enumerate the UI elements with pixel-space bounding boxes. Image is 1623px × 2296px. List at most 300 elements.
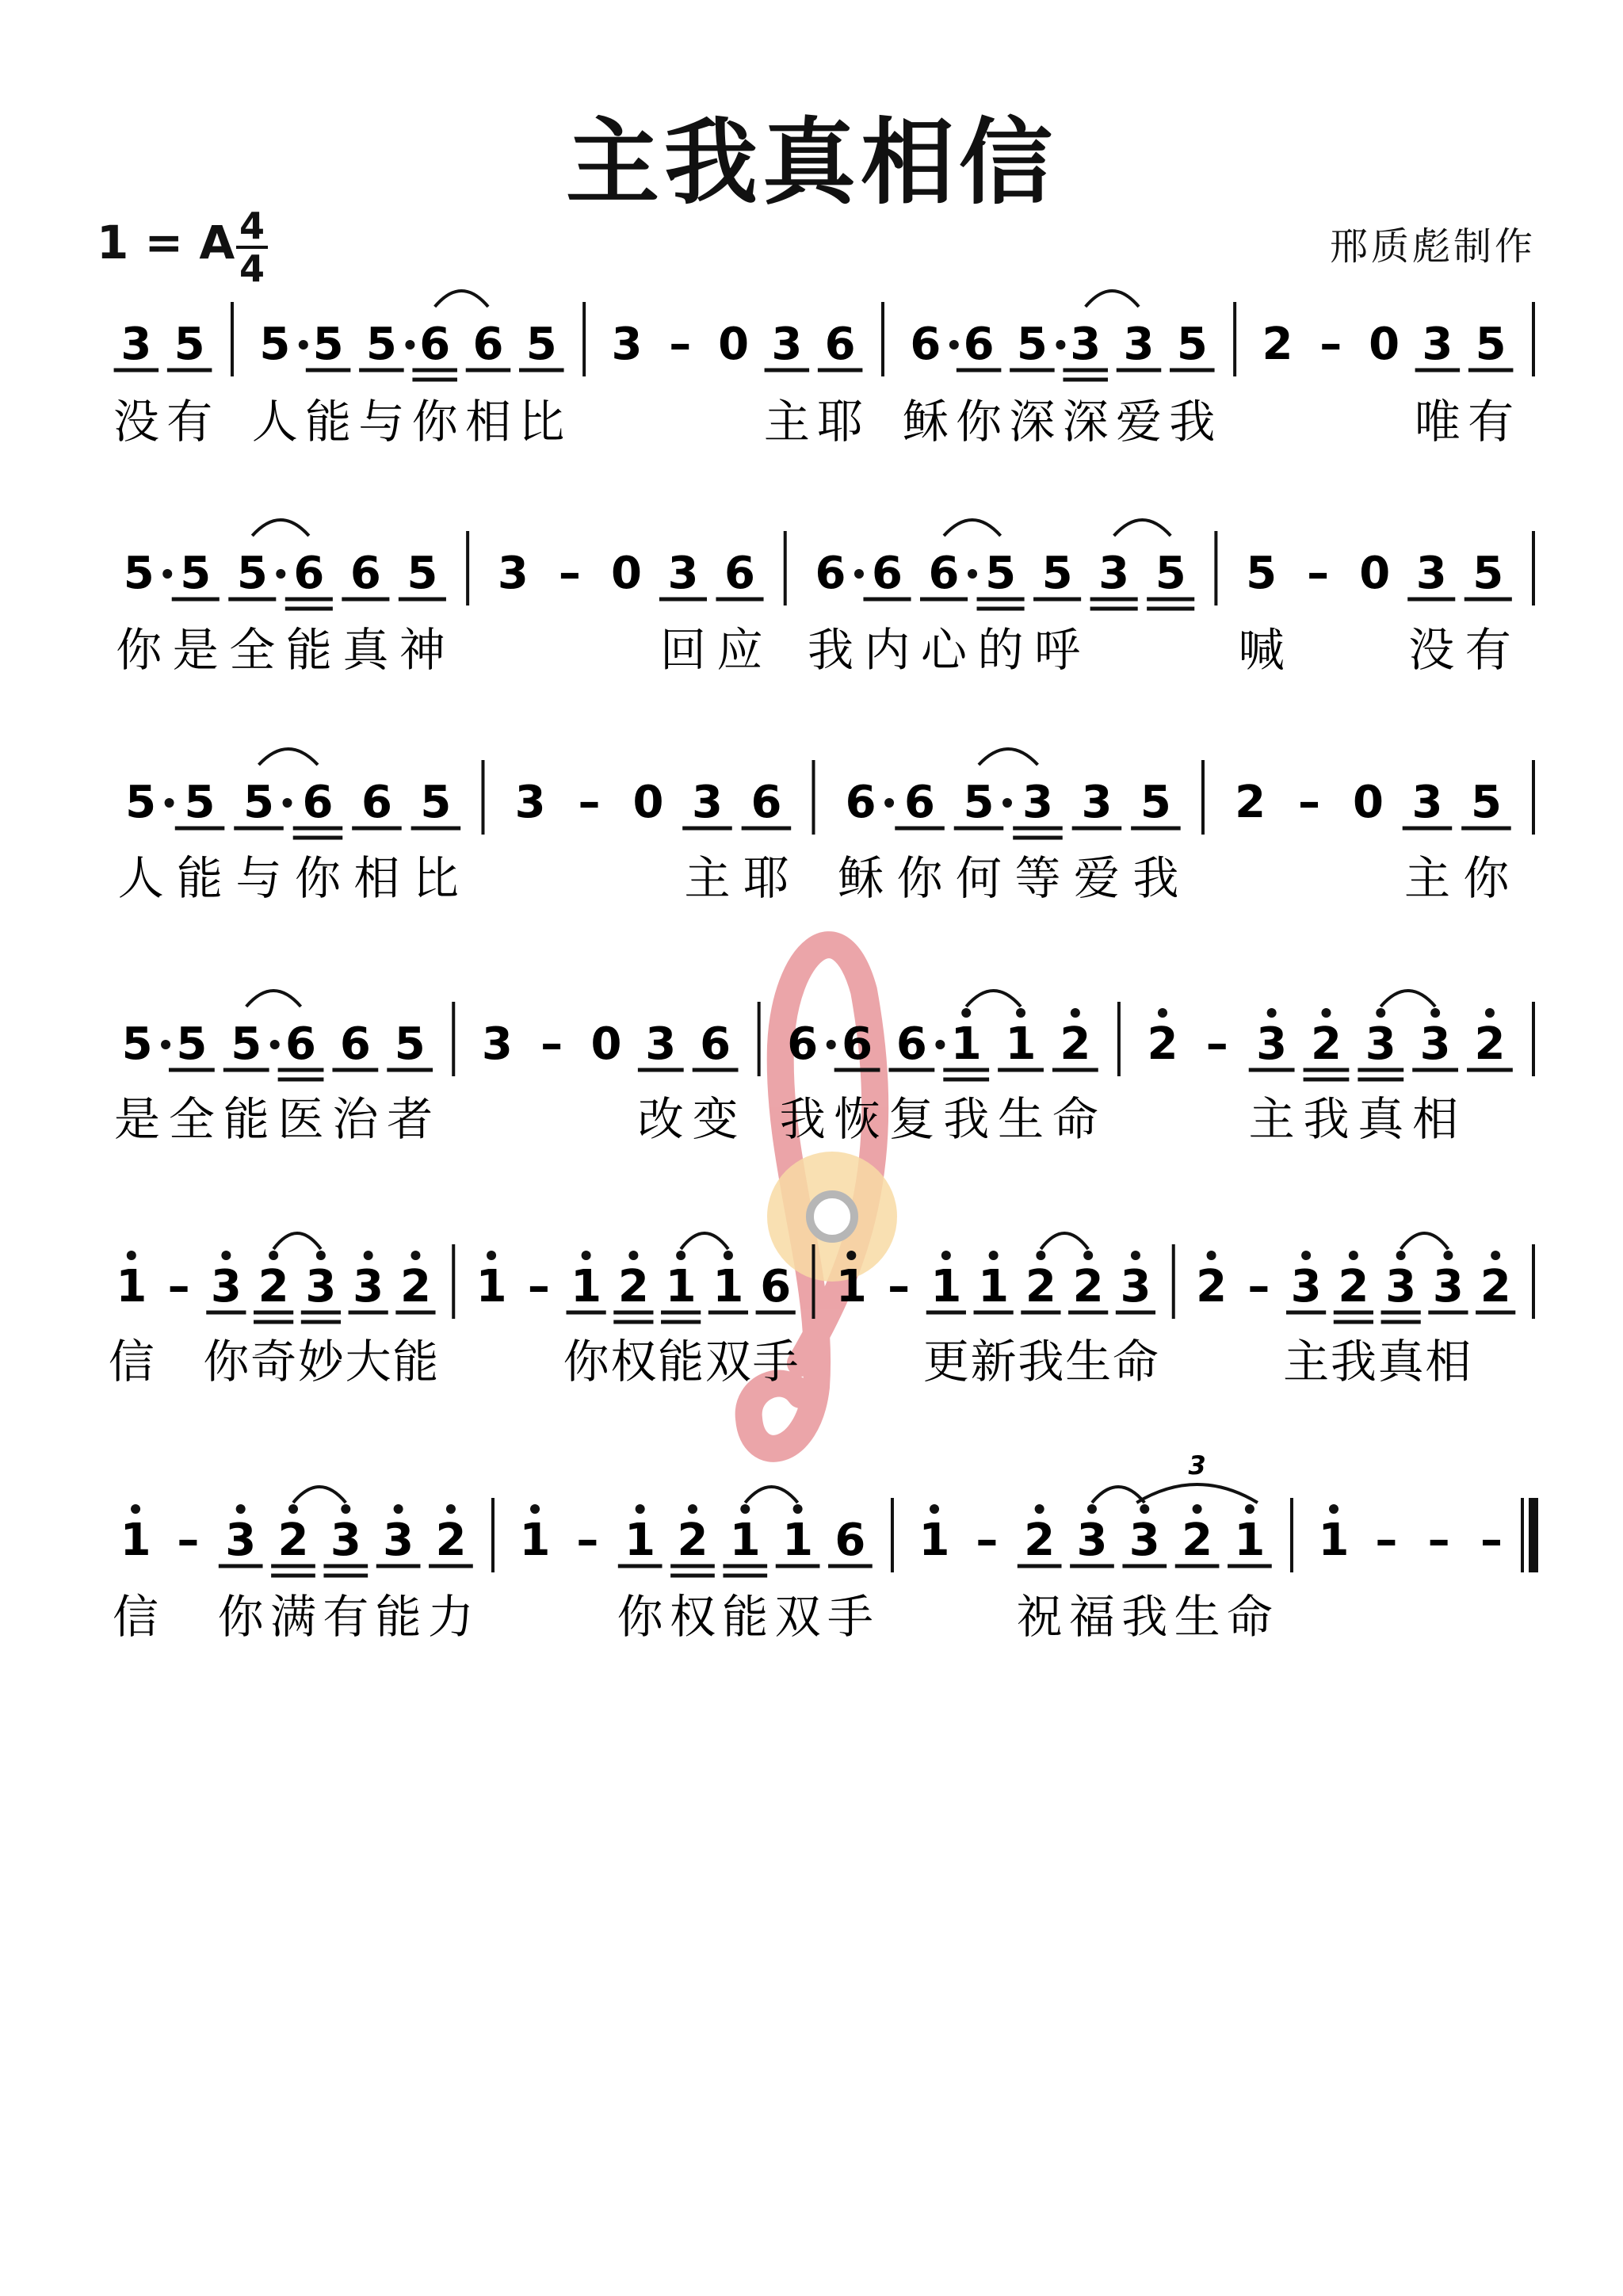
- note-digit: 5: [236, 548, 268, 599]
- augmentation-dot: [283, 798, 292, 808]
- dash-mark: –: [976, 1515, 999, 1566]
- note-digit: 3: [330, 1515, 361, 1566]
- lyric-char: 应: [716, 623, 763, 677]
- lyric-char: 我: [1330, 1335, 1377, 1389]
- note-digit: 6: [824, 319, 856, 370]
- note-digit: 1: [120, 1515, 151, 1566]
- lyric-char: 生: [1065, 1335, 1112, 1389]
- lyric-char: 满: [269, 1590, 317, 1644]
- octave-dot: [688, 1504, 697, 1514]
- dash-mark: –: [540, 1018, 563, 1070]
- slur-arc: [1381, 991, 1435, 1007]
- note-digit: 5: [1246, 548, 1277, 599]
- lyric-char: 你: [411, 395, 458, 449]
- octave-dot: [1329, 1504, 1338, 1514]
- note-digit: 1: [782, 1515, 814, 1566]
- note-digit: 3: [611, 319, 643, 370]
- measure: [808, 548, 1194, 677]
- lyric-char: 是: [114, 1092, 161, 1146]
- slur-arc: [1086, 291, 1139, 307]
- credit-text: 邢质彪制作: [1329, 224, 1536, 269]
- note-digit: 5: [1041, 548, 1073, 599]
- key-label: 1 = A: [97, 216, 235, 269]
- dash-mark: –: [1307, 548, 1330, 599]
- lyric-char: 更: [922, 1335, 969, 1389]
- octave-dot: [1396, 1251, 1406, 1260]
- dash-mark: –: [527, 1261, 550, 1312]
- lyric-char: 手: [827, 1590, 873, 1644]
- lyric-char: 主: [684, 851, 731, 905]
- octave-dot: [676, 1251, 685, 1260]
- note-digit: 3: [667, 548, 699, 599]
- note-digit: 6: [760, 1261, 792, 1312]
- lyric-char: 祝: [1016, 1590, 1063, 1644]
- lyric-char: 恢: [834, 1092, 880, 1146]
- lyric-char: 人: [251, 395, 298, 449]
- lyric-char: 你: [956, 395, 1002, 449]
- lyric-char: 生: [998, 1092, 1044, 1146]
- lyric-char: 能: [305, 395, 352, 449]
- note-digit: 1: [950, 1018, 982, 1070]
- octave-dot: [1321, 1008, 1331, 1018]
- octave-dot: [1485, 1008, 1495, 1018]
- octave-dot: [131, 1504, 140, 1514]
- octave-dot: [1035, 1504, 1044, 1514]
- note-digit: 2: [617, 1261, 649, 1312]
- note-digit: 5: [174, 319, 205, 370]
- lyric-char: 内: [864, 623, 911, 677]
- augmentation-dot: [884, 798, 894, 808]
- note-digit: 3: [1070, 319, 1102, 370]
- augmentation-dot: [276, 569, 285, 579]
- note-digit: 3: [1076, 1515, 1108, 1566]
- measure: [836, 1251, 1159, 1389]
- lyric-char: 双: [705, 1335, 751, 1389]
- dash-mark: –: [558, 548, 581, 599]
- octave-dot: [724, 1251, 733, 1260]
- octave-dot: [1301, 1251, 1311, 1260]
- octave-dot: [487, 1251, 496, 1260]
- lyric-char: 相: [1425, 1335, 1472, 1389]
- lyric-char: 你: [203, 1335, 250, 1389]
- note-digit: 3: [383, 1515, 414, 1566]
- lyric-char: 能: [223, 1092, 269, 1146]
- slur-arc: [246, 991, 301, 1007]
- augmentation-dot: [827, 1040, 836, 1049]
- measure: [1239, 548, 1512, 677]
- note-digit: 5: [420, 777, 452, 828]
- note-digit: 0: [1369, 319, 1400, 370]
- note-digit: 2: [258, 1261, 289, 1312]
- note-digit: 1: [835, 1261, 867, 1312]
- lyric-char: 复: [888, 1092, 935, 1146]
- lyric-char: 真: [342, 623, 389, 677]
- note-digit: 6: [724, 548, 755, 599]
- note-digit: 3: [225, 1515, 257, 1566]
- octave-dot: [1376, 1008, 1385, 1018]
- lyric-char: 能: [177, 851, 223, 905]
- lyric-char: 稣: [838, 851, 884, 905]
- measure: [114, 1018, 433, 1146]
- note-digit: 3: [1256, 1018, 1288, 1070]
- note-digit: 3: [771, 319, 803, 370]
- octave-dot: [1016, 1008, 1025, 1018]
- note-digit: 6: [419, 319, 451, 370]
- lyric-char: 人: [117, 851, 164, 905]
- lyric-char: 命: [1226, 1590, 1273, 1644]
- lyric-char: 神: [399, 623, 445, 677]
- note-digit: 6: [285, 1018, 317, 1070]
- note-digit: 1: [978, 1261, 1010, 1312]
- note-digit: 0: [590, 1018, 622, 1070]
- note-digit: 5: [407, 548, 438, 599]
- octave-dot: [1036, 1251, 1045, 1260]
- augmentation-dot: [165, 798, 174, 808]
- lyric-char: 力: [427, 1590, 474, 1644]
- note-digit: 6: [750, 777, 782, 828]
- dash-mark: –: [888, 1261, 911, 1312]
- lyric-char: 与: [235, 851, 282, 905]
- lyric-char: 医: [277, 1092, 324, 1146]
- note-digit: 1: [571, 1261, 602, 1312]
- disc-hole-icon: [810, 1194, 854, 1239]
- note-digit: 0: [1353, 777, 1384, 828]
- octave-dot: [989, 1251, 999, 1260]
- music-system: [113, 1450, 1533, 1644]
- note-digit: 3: [514, 777, 546, 828]
- note-digit: 2: [1060, 1018, 1091, 1070]
- lyric-char: 唯: [1414, 395, 1461, 449]
- slur-arc: [273, 1233, 321, 1249]
- note-digit: 5: [121, 1018, 153, 1070]
- measure: [903, 319, 1215, 449]
- slur-arc: [745, 1487, 797, 1503]
- slur-arc: [966, 991, 1021, 1007]
- note-digit: 3: [1128, 1515, 1160, 1566]
- note-digit: 1: [1005, 1018, 1037, 1070]
- dash-mark: –: [1298, 777, 1321, 828]
- augmentation-dot: [405, 340, 414, 350]
- octave-dot: [1267, 1008, 1277, 1018]
- lyric-char: 福: [1068, 1590, 1115, 1644]
- note-digit: 3: [1419, 1018, 1451, 1070]
- lyric-char: 何: [956, 851, 1002, 905]
- note-digit: 2: [1196, 1261, 1228, 1312]
- note-digit: 3: [1422, 319, 1453, 370]
- music-system: [114, 991, 1533, 1146]
- lyric-char: 你: [116, 623, 162, 677]
- dash-mark: –: [1480, 1515, 1503, 1566]
- octave-dot: [364, 1251, 373, 1260]
- augmentation-dot: [299, 340, 308, 350]
- note-digit: 6: [910, 319, 941, 370]
- note-digit: 2: [1147, 1018, 1178, 1070]
- note-digit: 5: [1472, 548, 1504, 599]
- slur-arc: [1401, 1233, 1449, 1249]
- octave-dot: [1071, 1008, 1080, 1018]
- lyric-char: 信: [108, 1335, 155, 1389]
- augmentation-dot: [1002, 798, 1012, 808]
- octave-dot: [1349, 1251, 1358, 1260]
- page-title: 主我真相信: [565, 107, 1057, 217]
- note-digit: 5: [1016, 319, 1048, 370]
- note-digit: 1: [712, 1261, 744, 1312]
- note-digit: 3: [691, 777, 723, 828]
- time-signature-bottom: 4: [239, 247, 265, 290]
- note-digit: 3: [1365, 1018, 1396, 1070]
- note-digit: 5: [525, 319, 557, 370]
- lyric-char: 能: [392, 1335, 439, 1389]
- note-digit: 5: [963, 777, 995, 828]
- lyric-char: 主: [1248, 1092, 1295, 1146]
- dash-mark: –: [1427, 1515, 1450, 1566]
- measure: [113, 1504, 474, 1644]
- note-digit: 6: [349, 548, 381, 599]
- measure: [919, 1504, 1273, 1644]
- lyric-char: 没: [113, 395, 159, 449]
- lyric-char: 双: [774, 1590, 821, 1644]
- measure: [515, 777, 792, 905]
- note-digit: 3: [353, 1261, 384, 1312]
- lyric-char: 主: [1283, 1335, 1330, 1389]
- lyric-char: 我: [807, 623, 854, 677]
- note-digit: 1: [116, 1261, 147, 1312]
- lyric-char: 耶: [817, 395, 864, 449]
- lyric-char: 有: [1465, 623, 1511, 677]
- note-digit: 2: [1072, 1261, 1104, 1312]
- octave-dot: [1083, 1251, 1093, 1260]
- note-digit: 3: [1022, 777, 1053, 828]
- lyric-char: 爱: [1115, 395, 1163, 449]
- note-digit: 1: [930, 1261, 962, 1312]
- lyric-char: 我: [1018, 1335, 1064, 1389]
- octave-dot: [1245, 1504, 1254, 1514]
- lyric-char: 你: [617, 1590, 663, 1644]
- lyric-char: 稣: [902, 395, 949, 449]
- lyric-char: 爱: [1073, 851, 1120, 905]
- octave-dot: [846, 1251, 856, 1260]
- lyric-char: 新: [970, 1335, 1017, 1389]
- note-digit: 3: [645, 1018, 677, 1070]
- note-digit: 5: [259, 319, 291, 370]
- note-digit: 3: [1123, 319, 1155, 370]
- measure: [1148, 1008, 1513, 1146]
- note-digit: 3: [1120, 1261, 1151, 1312]
- lyric-char: 变: [692, 1092, 739, 1146]
- note-digit: 6: [302, 777, 334, 828]
- lyric-char: 你: [217, 1590, 264, 1644]
- lyric-char: 全: [229, 623, 276, 677]
- note-digit: 5: [184, 777, 216, 828]
- slur-arc: [979, 749, 1037, 765]
- note-digit: 3: [1385, 1261, 1417, 1312]
- slur-arc: [681, 1233, 728, 1249]
- note-digit: 2: [277, 1515, 309, 1566]
- lyric-char: 者: [387, 1092, 433, 1146]
- note-digit: 5: [180, 548, 212, 599]
- lyric-char: 权: [669, 1590, 716, 1644]
- slur-arc: [1041, 1233, 1088, 1249]
- lyric-char: 妙: [297, 1335, 344, 1389]
- lyric-char: 有: [1468, 395, 1514, 449]
- lyric-char: 比: [412, 851, 459, 905]
- lyric-char: 命: [1052, 1092, 1098, 1146]
- dash-mark: –: [1247, 1261, 1270, 1312]
- note-digit: 6: [293, 548, 325, 599]
- measure: [109, 1251, 439, 1389]
- note-digit: 1: [665, 1261, 697, 1312]
- music-system: [113, 291, 1533, 449]
- octave-dot: [221, 1251, 231, 1260]
- note-digit: 3: [1415, 548, 1447, 599]
- note-digit: 1: [1234, 1515, 1266, 1566]
- note-digit: 6: [896, 1018, 927, 1070]
- lyric-char: 我: [1303, 1092, 1350, 1146]
- octave-dot: [236, 1504, 246, 1514]
- measure: [1235, 777, 1511, 905]
- measure: [1319, 1504, 1503, 1566]
- triplet-arc: [1136, 1484, 1258, 1503]
- octave-dot: [793, 1504, 803, 1514]
- augmentation-dot: [161, 1040, 170, 1049]
- note-digit: 2: [1025, 1261, 1056, 1312]
- lyric-char: 真: [1358, 1092, 1404, 1146]
- lyric-char: 真: [1377, 1335, 1424, 1389]
- octave-dot: [446, 1504, 456, 1514]
- note-digit: 6: [834, 1515, 866, 1566]
- lyric-char: 相: [464, 395, 512, 449]
- note-digit: 6: [787, 1018, 819, 1070]
- octave-dot: [394, 1504, 403, 1514]
- note-digit: 2: [1338, 1261, 1369, 1312]
- lyric-char: 有: [323, 1590, 369, 1644]
- note-digit: 6: [815, 548, 846, 599]
- octave-dot: [1087, 1504, 1097, 1514]
- dash-mark: –: [167, 1261, 190, 1312]
- note-digit: 6: [339, 1018, 371, 1070]
- lyric-char: 能: [375, 1590, 422, 1644]
- augmentation-dot: [1056, 340, 1065, 350]
- augmentation-dot: [270, 1040, 280, 1049]
- dash-mark: –: [1375, 1515, 1398, 1566]
- octave-dot: [636, 1504, 645, 1514]
- lyric-char: 是: [172, 623, 219, 677]
- note-digit: 3: [120, 319, 152, 370]
- augmentation-dot: [854, 569, 864, 579]
- note-digit: 2: [399, 1261, 431, 1312]
- lyric-char: 你: [294, 851, 341, 905]
- note-digit: 0: [610, 548, 642, 599]
- octave-dot: [1207, 1251, 1216, 1260]
- note-digit: 5: [1176, 319, 1208, 370]
- measure: [780, 1008, 1098, 1146]
- augmentation-dot: [935, 1040, 945, 1049]
- octave-dot: [582, 1251, 591, 1260]
- note-digit: 6: [963, 319, 995, 370]
- note-digit: 1: [475, 1261, 507, 1312]
- note-digit: 5: [123, 548, 155, 599]
- note-digit: 3: [305, 1261, 337, 1312]
- lyric-char: 相: [353, 851, 400, 905]
- note-digit: 5: [365, 319, 397, 370]
- note-digit: 5: [394, 1018, 426, 1070]
- note-digit: 2: [1235, 777, 1266, 828]
- dash-mark: –: [576, 1515, 599, 1566]
- lyric-char: 呼: [1034, 623, 1081, 677]
- lyric-char: 比: [518, 395, 565, 449]
- lyric-char: 能: [658, 1335, 705, 1389]
- time-signature-top: 4: [239, 204, 265, 247]
- lyric-char: 深: [1009, 395, 1056, 449]
- note-digit: 5: [312, 319, 344, 370]
- lyric-char: 等: [1014, 851, 1061, 905]
- lyric-char: 主: [763, 395, 810, 449]
- lyric-char: 你: [1463, 851, 1510, 905]
- measure: [252, 319, 564, 449]
- note-digit: 6: [842, 1018, 873, 1070]
- note-digit: 5: [985, 548, 1017, 599]
- lyric-char: 命: [1112, 1335, 1159, 1389]
- slur-arc: [1092, 1487, 1144, 1503]
- lyric-char: 你: [896, 851, 943, 905]
- note-digit: 5: [1140, 777, 1171, 828]
- lyric-char: 喊: [1238, 623, 1285, 677]
- lyric-char: 我: [943, 1092, 990, 1146]
- note-digit: 5: [231, 1018, 262, 1070]
- note-digit: 0: [718, 319, 750, 370]
- measure: [498, 548, 764, 677]
- octave-dot: [530, 1504, 540, 1514]
- measure: [118, 777, 461, 905]
- lyric-char: 信: [113, 1590, 159, 1644]
- octave-dot: [941, 1251, 951, 1260]
- lyric-char: 有: [166, 395, 213, 449]
- lyric-char: 的: [977, 623, 1024, 677]
- octave-dot: [411, 1251, 420, 1260]
- music-system: [118, 749, 1533, 905]
- measure: [838, 777, 1181, 905]
- note-digit: 0: [632, 777, 664, 828]
- lyric-char: 没: [1408, 623, 1455, 677]
- lyric-char: 能: [285, 623, 332, 677]
- note-digit: 3: [1081, 777, 1113, 828]
- measure: [482, 1018, 739, 1146]
- lyric-char: 与: [358, 395, 405, 449]
- slur-arc: [252, 520, 309, 536]
- dash-mark: –: [578, 777, 601, 828]
- lyric-char: 耶: [743, 851, 789, 905]
- octave-dot: [1131, 1251, 1140, 1260]
- note-digit: 1: [519, 1515, 551, 1566]
- measure: [1262, 319, 1514, 449]
- lyric-char: 全: [168, 1092, 215, 1146]
- lyric-char: 大: [345, 1335, 391, 1389]
- octave-dot: [269, 1251, 278, 1260]
- note-digit: 6: [928, 548, 960, 599]
- slur-arc: [435, 291, 488, 307]
- note-digit: 1: [918, 1515, 950, 1566]
- music-system: [116, 520, 1533, 677]
- lyric-char: 心: [921, 623, 968, 677]
- lyric-char: 能: [722, 1590, 769, 1644]
- octave-dot: [961, 1008, 971, 1018]
- note-digit: 3: [1098, 548, 1130, 599]
- note-digit: 5: [243, 777, 274, 828]
- note-digit: 6: [700, 1018, 731, 1070]
- lyric-char: 深: [1062, 395, 1109, 449]
- measure: [116, 548, 446, 677]
- note-digit: 3: [1290, 1261, 1322, 1312]
